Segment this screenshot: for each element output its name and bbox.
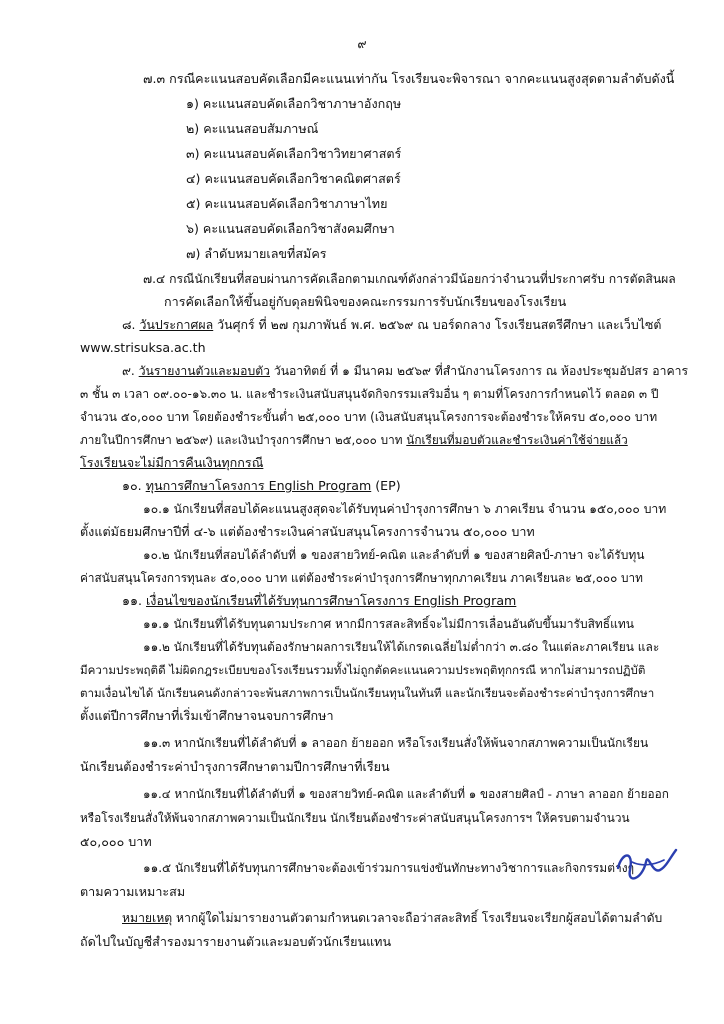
section-title: เงื่อนไขของนักเรียนที่ได้รับทุนการศึกษาโครงการ English Program — [146, 593, 517, 608]
section-9-line-1 — [122, 362, 688, 380]
section-text: วันศุกร์ ที่ ๒๗ กุมภาพันธ์ พ.ศ. ๒๕๖๙ ณ บอร์ดกลาง โรงเรียนสตรีศึกษา และเว็บไซต์ — [213, 317, 662, 332]
section-9-line-2: ๓ ชั้น ๓ เวลา ๐๙.๐๐-๑๖.๓๐ น. และชำระเงินสนับสนุนจัดกิจกรรมเสริมอื่น ๆ ตามที่โครงการกำหนดไว้ ตลอด ๓ ปี — [80, 387, 659, 401]
section-11-1: ๑๑.๑ นักเรียนที่ได้รับทุนตามประกาศ หากมีการสละสิทธิ์จะไม่มีการเลื่อนอันดับขึ้นมารับสิทธิ์แทน — [143, 617, 634, 631]
list-item: ๖) คะแนนสอบคัดเลือกวิชาสังคมศึกษา — [186, 221, 395, 236]
section-11-2-line-1: ๑๑.๒ นักเรียนที่ได้รับทุนต้องรักษาผลการเรียนให้ได้เกรดเฉลี่ยไม่ต่ำกว่า ๓.๘๐ ในแต่ละภาคเรียน และ — [143, 640, 660, 654]
section-number: ๑๑. — [122, 593, 146, 608]
section-10-heading — [122, 477, 401, 495]
note-line-1 — [122, 909, 662, 927]
section-9-line-5: โรงเรียนจะไม่มีการคืนเงินทุกกรณี — [80, 455, 264, 470]
section-11-4-line-3: ๕๐,๐๐๐ บาท — [80, 834, 152, 849]
section-10-2-line-1: ๑๐.๒ นักเรียนที่สอบได้ลำดับที่ ๑ ของสายวิทย์-คณิต และลำดับที่ ๑ ของสายศิลป์-ภาษา จะได้รับทุน — [143, 548, 645, 562]
section-7-4-line-2: การคัดเลือกให้ขึ้นอยู่กับดุลยพินิจของคณะกรรมการรับนักเรียนของโรงเรียน — [164, 294, 567, 309]
signature-mark — [612, 840, 682, 890]
section-title: วันรายงานตัวและมอบตัว — [138, 364, 270, 378]
note-text: หากผู้ใดไม่มารายงานตัวตามกำหนดเวลาจะถือว่าสละสิทธิ์ โรงเรียนจะเรียกผู้สอบได้ตามลำดับ — [172, 911, 663, 925]
section-11-5-line-1: ๑๑.๕ นักเรียนที่ได้รับทุนการศึกษาจะต้องเข้าร่วมการแข่งขันทักษะทางวิชาการและกิจกรรมต่างๆ — [143, 861, 635, 875]
section-number: ๙. — [122, 364, 139, 378]
list-item: ๗) ลำดับหมายเลขที่สมัคร — [186, 246, 327, 261]
section-title: ทุนการศึกษาโครงการ English Program — [145, 478, 372, 493]
section-number: ๘. — [122, 317, 140, 332]
section-7-4-line-1: ๗.๔ กรณีนักเรียนที่สอบผ่านการคัดเลือกตามเกณฑ์ดังกล่าวมีน้อยกว่าจำนวนที่ประกาศรับ การตัดสินผล — [143, 272, 676, 286]
section-11-2-line-3: ตามเงื่อนไขได้ นักเรียนคนดังกล่าวจะพ้นสภาพการเป็นนักเรียนทุนในทันที และนักเรียนจะต้องชำระค่าบำรุงการศึกษา — [80, 686, 655, 700]
section-10-1-line-1: ๑๐.๑ นักเรียนที่สอบได้คะแนนสูงสุดจะได้รับทุนค่าบำรุงการศึกษา ๖ ภาคเรียน จำนวน ๑๕๐,๐๐๐ บาท — [143, 502, 667, 516]
section-11-2-line-2: มีความประพฤติดี ไม่ผิดกฎระเบียบของโรงเรียนรวมทั้งไม่ถูกตัดคะแนนความประพฤติทุกกรณี หากไม่สามารถปฏิบัติ — [80, 663, 646, 677]
note-label: หมายเหตุ — [122, 911, 173, 925]
section-9-line-4 — [80, 431, 628, 449]
section-text: (EP) — [371, 478, 401, 493]
list-item: ๒) คะแนนสอบสัมภาษณ์ — [186, 121, 319, 136]
section-11-3-line-1: ๑๑.๓ หากนักเรียนที่ได้ลำดับที่ ๑ ลาออก ย้ายออก หรือโรงเรียนสั่งให้พ้นจากสภาพความเป็นนักเรียน — [143, 736, 649, 750]
website-link[interactable]: www.strisuksa.ac.th — [80, 340, 206, 355]
list-item: ๕) คะแนนสอบคัดเลือกวิชาภาษาไทย — [186, 196, 388, 211]
section-title: วันประกาศผล — [139, 317, 214, 332]
section-text: วันอาทิตย์ ที่ ๑ มีนาคม ๒๕๖๙ ที่สำนักงานโครงการ ณ ห้องประชุมอัปสร อาคาร — [270, 364, 688, 378]
section-11-2-line-4: ตั้งแต่ปีการศึกษาที่เริ่มเข้าศึกษาจนจบการศึกษา — [80, 708, 334, 723]
list-item: ๑) คะแนนสอบคัดเลือกวิชาภาษาอังกฤษ — [186, 96, 402, 111]
section-11-heading — [122, 592, 516, 610]
list-item: ๓) คะแนนสอบคัดเลือกวิชาวิทยาศาสตร์ — [186, 146, 402, 161]
section-11-5-line-2: ตามความเหมาะสม — [80, 884, 186, 899]
page-number: ๙ — [357, 36, 367, 51]
section-8-line-1 — [122, 316, 661, 334]
section-9-line-3: จำนวน ๕๐,๐๐๐ บาท โดยต้องชำระขั้นต่ำ ๒๕,๐๐๐ บาท (เงินสนับสนุนโครงการจะต้องชำระให้ครบ ๕๐,๐๐๐ บาท — [80, 410, 658, 424]
list-item: ๔) คะแนนสอบคัดเลือกวิชาคณิตศาสตร์ — [186, 171, 401, 186]
note-line-2: ถัดไปในบัญชีสำรองมารายงานตัวและมอบตัวนักเรียนแทน — [80, 934, 392, 949]
section-10-2-line-2: ค่าสนับสนุนโครงการทุนละ ๕๐,๐๐๐ บาท แต่ต้องชำระค่าบำรุงการศึกษาทุกภาคเรียน ภาคเรียนละ ๒๕,๐๐๐ บาท — [80, 571, 643, 585]
section-10-1-line-2: ตั้งแต่มัธยมศึกษาปีที่ ๔-๖ แต่ต้องชำระเงินค่าสนับสนุนโครงการจำนวน ๕๐,๐๐๐ บาท — [80, 524, 535, 539]
section-11-4-line-2: หรือโรงเรียนสั่งให้พ้นจากสภาพความเป็นนักเรียน นักเรียนต้องชำระค่าสนับสนุนโครงการฯ ให้ครบตามจำนวน — [80, 811, 630, 825]
section-11-3-line-2: นักเรียนต้องชำระค่าบำรุงการศึกษาตามปีการศึกษาที่เรียน — [80, 759, 390, 774]
section-7-3: ๗.๓ กรณีคะแนนสอบคัดเลือกมีคะแนนเท่ากัน โรงเรียนจะพิจารณา จากคะแนนสูงสุดตามลำดับดังนี้ — [143, 71, 675, 86]
refund-notice: นักเรียนที่มอบตัวและชำระเงินค่าใช้จ่ายแล้ว — [406, 433, 628, 447]
section-number: ๑๐. — [122, 478, 146, 493]
section-text: ภายในปีการศึกษา ๒๕๖๙) และเงินบำรุงการศึกษา ๒๕,๐๐๐ บาท — [80, 433, 407, 447]
section-11-4-line-1: ๑๑.๔ หากนักเรียนที่ได้ลำดับที่ ๑ ของสายวิทย์-คณิต และลำดับที่ ๑ ของสายศิลป์ - ภาษา ลาออก ย้ายออก — [143, 787, 669, 801]
